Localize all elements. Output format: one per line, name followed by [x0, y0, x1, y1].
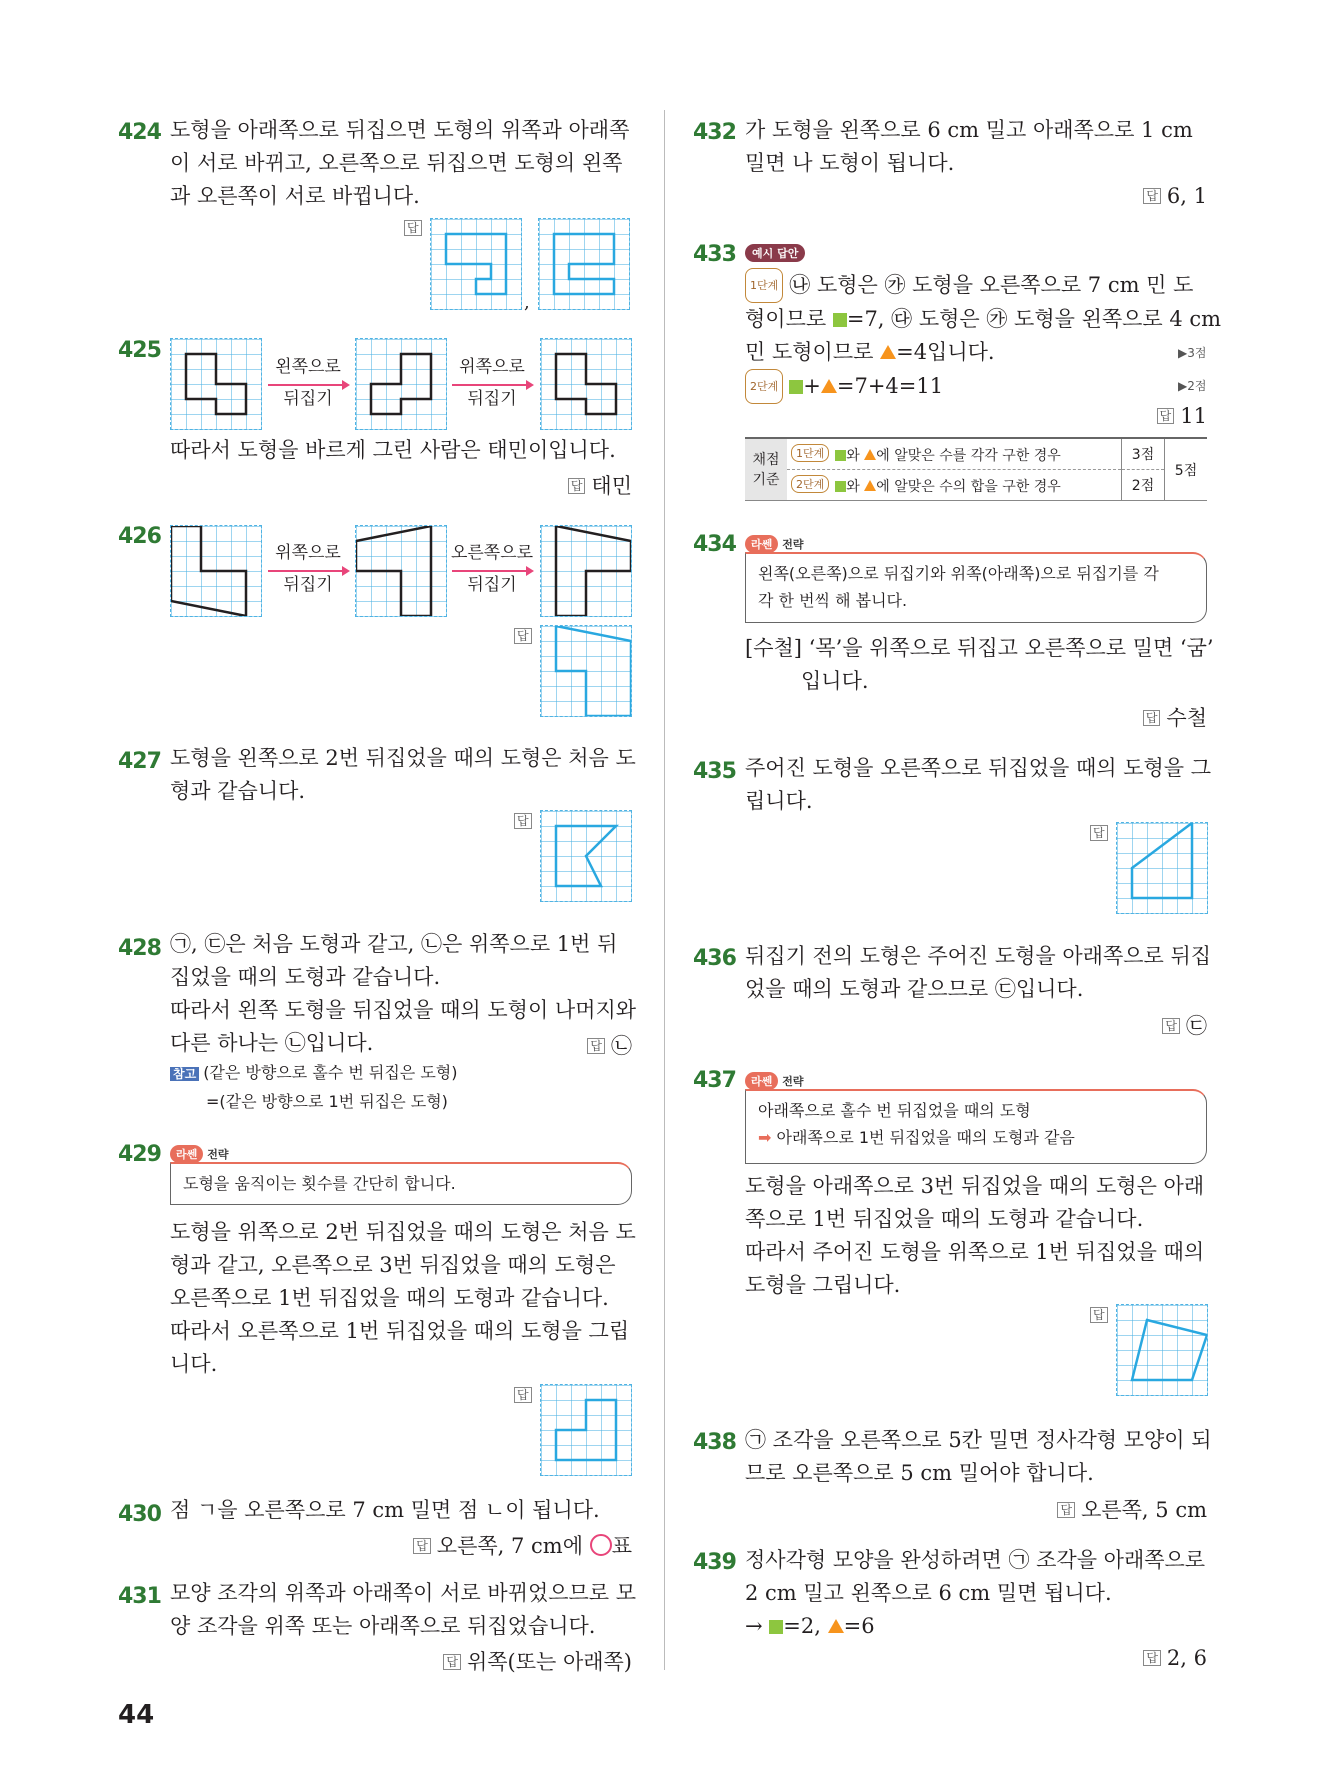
- text-line: 형과 같고, 오른쪽으로 3번 뒤집었을 때의 도형은: [170, 1253, 616, 1277]
- problem-text: 정사각형 모양을 완성하려면 ㉠ 조각을 아래쪽으로 2 cm 밀고 왼쪽으로 6 cm 밀면 됩니다. → =2, =6: [745, 1544, 1205, 1643]
- answer-marker: 답: [514, 813, 532, 829]
- problem-number: 428: [118, 936, 161, 961]
- answer-figure: [541, 626, 631, 716]
- text-line: 도형을 아래쪽으로 뒤집으면 도형의 위쪽과 아래쪽: [170, 118, 630, 142]
- problem-text: [745, 1424, 1212, 1490]
- text-line: ㉠ 조각을 오른쪽으로 5칸 밀면 정사각형 모양이 되: [745, 1428, 1212, 1452]
- answer-grid: [1116, 1304, 1208, 1396]
- answer-figure: [1117, 1305, 1207, 1395]
- scoring-row: 1단계 와 에 알맞은 수를 각각 구한 경우: [787, 438, 1122, 470]
- problem-number: 425: [118, 338, 161, 363]
- answer-grid: [540, 1384, 632, 1476]
- problem-text: 따라서 도형을 바르게 그린 사람은 태민이입니다.: [170, 438, 616, 462]
- text-line: 니다.: [170, 1352, 218, 1376]
- problem-text: [745, 632, 1214, 698]
- problem-number: 439: [693, 1550, 736, 1575]
- arrow-label: 오른쪽으로: [450, 543, 534, 563]
- strategy-box: [745, 1089, 1207, 1164]
- note: =(같은 방향으로 1번 뒤집은 도형): [206, 1092, 448, 1111]
- example-answer-tag: 예시 답안: [745, 242, 805, 262]
- text-line: 도형을 왼쪽으로 2번 뒤집었을 때의 도형은 처음 도: [170, 746, 636, 770]
- answer-figure: [1117, 823, 1207, 913]
- answer: 답 수철: [1143, 702, 1207, 732]
- text-line: 과 오른쪽이 서로 바뀝니다.: [170, 184, 420, 208]
- text-line: 모양 조각의 위쪽과 아래쪽이 서로 바뀌었으므로 모: [170, 1581, 637, 1605]
- figure-shape: [171, 526, 261, 616]
- figure-shape: [171, 339, 261, 429]
- problem-text: [170, 114, 629, 213]
- note: 참고 (같은 방향으로 홀수 번 뒤집은 도형): [170, 1059, 458, 1088]
- column-divider: [664, 110, 665, 1670]
- problem-text: [745, 752, 1211, 818]
- problem-number: 438: [693, 1430, 736, 1455]
- answer-marker: 답: [1162, 1018, 1180, 1034]
- answer: 답 오른쪽, 5 cm: [1057, 1494, 1207, 1524]
- arrow-label: 위쪽으로: [459, 357, 525, 377]
- answer-marker: 답: [1057, 1502, 1075, 1518]
- text-line: 밀면 나 도형이 됩니다.: [745, 151, 955, 175]
- answer: 답 태민: [568, 470, 632, 500]
- strategy-box: [170, 1162, 632, 1205]
- problem-text: [170, 1577, 636, 1643]
- scoring-table: [745, 437, 1207, 501]
- answer-marker: 답: [1143, 1650, 1161, 1666]
- answer-grid: [540, 810, 632, 902]
- step-badge: 2단계: [745, 369, 783, 404]
- problem-number: 435: [693, 759, 736, 784]
- answer-marker: 답: [1157, 408, 1175, 424]
- text-line: 다른 하나는 ㉡입니다.: [170, 1031, 374, 1055]
- triangle-icon: [880, 345, 896, 359]
- scoring-total: 5점: [1165, 438, 1208, 501]
- problem-number: 436: [693, 946, 736, 971]
- answer-figure: [541, 811, 631, 901]
- page-number: 44: [118, 1700, 155, 1730]
- text-line: 뒤집기 전의 도형은 주어진 도형을 아래쪽으로 뒤집: [745, 944, 1212, 968]
- problem-number: 430: [118, 1502, 161, 1527]
- answer-marker: 답: [413, 1538, 431, 1554]
- text-line: 도형을 아래쪽으로 3번 뒤집었을 때의 도형은 아래: [745, 1174, 1205, 1198]
- text-line: 따라서 왼쪽 도형을 뒤집었을 때의 도형이 나머지와: [170, 998, 637, 1022]
- answer: 답 ㉡: [587, 1030, 632, 1060]
- text-line: 오른쪽으로 1번 뒤집었을 때의 도형과 같습니다.: [170, 1286, 609, 1310]
- triangle-icon: [828, 1619, 844, 1633]
- answer-marker: 답: [568, 478, 586, 494]
- problem-text: [745, 940, 1211, 1006]
- answer-marker: 답: [514, 628, 532, 644]
- problem-text: [745, 1170, 1204, 1302]
- text-line: 따라서 주어진 도형을 위쪽으로 1번 뒤집었을 때의: [745, 1240, 1205, 1264]
- answer-grid: [540, 625, 632, 717]
- points: ▶2점: [1178, 379, 1207, 393]
- problem-number: 433: [693, 242, 736, 267]
- text-line: 었을 때의 도형과 같으므로 ㉢입니다.: [745, 977, 1084, 1001]
- problem-text: [170, 1216, 636, 1381]
- text-line: 쪽으로 1번 뒤집었을 때의 도형과 같습니다.: [745, 1207, 1144, 1231]
- answer-marker: 답: [1090, 825, 1108, 841]
- figure-grid: [170, 338, 262, 430]
- answer: 답 6, 1: [1143, 184, 1207, 208]
- strategy-box: [745, 552, 1207, 623]
- answer-marker: 답: [443, 1654, 461, 1670]
- points: ▶3점: [1178, 346, 1207, 360]
- answer: 답 11: [1157, 404, 1207, 428]
- arrow-label: 뒤집기: [467, 575, 517, 595]
- answer-marker: 답: [1090, 1307, 1108, 1323]
- text-line: ㉠, ㉢은 처음 도형과 같고, ㉡은 위쪽으로 1번 뒤: [170, 932, 618, 956]
- answer: 답 위쪽(또는 아래쪽): [443, 1646, 632, 1676]
- problem-number: 434: [693, 532, 736, 557]
- answer-marker: 답: [1143, 710, 1161, 726]
- strategy-tag: 라쎈 전략: [170, 1143, 229, 1163]
- strategy-text: 아래쪽으로 홀수 번 뒤집었을 때의 도형 ➡ 아래쪽으로 1번 뒤집었을 때의 도형과 같음: [758, 1101, 1075, 1147]
- problem-text: [170, 742, 636, 808]
- problem-text: 점 ㄱ을 오른쪽으로 7 cm 밀면 점 ㄴ이 됩니다.: [170, 1498, 600, 1522]
- problem-text: [745, 114, 1193, 180]
- text-line: 집었을 때의 도형과 같습니다.: [170, 965, 441, 989]
- strategy-tag: 라쎈 전략: [745, 533, 804, 553]
- scoring-header: 채점 기준: [745, 438, 787, 501]
- answer-marker: 답: [1143, 188, 1161, 204]
- text-line: 2 cm 밀고 왼쪽으로 6 cm 밀면 됩니다.: [745, 1581, 1112, 1605]
- figure-shape: [541, 339, 631, 429]
- answer-marker: 답: [514, 1387, 532, 1403]
- strategy-text: 왼쪽(오른쪽)으로 뒤집기와 위쪽(아래쪽)으로 뒤집기를 각 각 한 번씩 해 봅니다.: [758, 564, 1159, 610]
- problem-text: 1단계 ㉯ 도형은 ㉮ 도형을 오른쪽으로 7 cm 민 도 형이므로 =7, ㉰ 도형은 ㉮ 도형을 왼쪽으로 4 cm 민 도형이므로 =4입니다. 2단계 + =7+4=11: [745, 268, 1221, 404]
- figure-grid: [540, 338, 632, 430]
- answer-marker: 답: [404, 220, 422, 236]
- scoring-points: 2점: [1122, 470, 1165, 501]
- note-label: 참고: [170, 1067, 199, 1081]
- figure-grid: [355, 525, 447, 617]
- square-icon: [833, 313, 847, 327]
- arrow-label: 뒤집기: [283, 575, 333, 595]
- scoring-row: 2단계 와 에 알맞은 수의 합을 구한 경우: [787, 470, 1122, 501]
- text-line: 따라서 오른쪽으로 1번 뒤집었을 때의 도형을 그립: [170, 1319, 630, 1343]
- arrow-label: 뒤집기: [283, 389, 333, 409]
- answer-figure: [431, 219, 521, 309]
- text-line: 도형을 그립니다.: [745, 1273, 901, 1297]
- answer: 답 오른쪽, 7 cm에 표: [413, 1530, 632, 1560]
- arrow-label: 왼쪽으로: [275, 357, 341, 377]
- answer-grid: [538, 218, 630, 310]
- figure-grid: [170, 525, 262, 617]
- figure-grid: [540, 525, 632, 617]
- text-line: 립니다.: [745, 789, 813, 813]
- figure-grid: [355, 338, 447, 430]
- figure-shape: [541, 526, 631, 616]
- circle-icon: [590, 1534, 612, 1556]
- text-line: 형과 같습니다.: [170, 779, 306, 803]
- problem-text: [170, 928, 636, 1060]
- answer-figure: [541, 1385, 631, 1475]
- figure-shape: [356, 339, 446, 429]
- text-line: 도형을 위쪽으로 2번 뒤집었을 때의 도형은 처음 도: [170, 1220, 636, 1244]
- strategy-text: 도형을 움직이는 횟수를 간단히 합니다.: [183, 1174, 456, 1193]
- triangle-icon: [821, 379, 837, 393]
- text-line: 이 서로 바뀌고, 오른쪽으로 뒤집으면 도형의 왼쪽: [170, 151, 623, 175]
- text-line: 입니다.: [801, 669, 869, 693]
- text-line: 정사각형 모양을 완성하려면 ㉠ 조각을 아래쪽으로: [745, 1548, 1206, 1572]
- problem-number: 429: [118, 1142, 161, 1167]
- answer-marker: 답: [587, 1038, 605, 1054]
- square-icon: [789, 380, 803, 394]
- answer: 답 2, 6: [1143, 1646, 1207, 1670]
- problem-number: 431: [118, 1584, 161, 1609]
- arrow-label: 위쪽으로: [275, 543, 341, 563]
- text-line: 므로 오른쪽으로 5 cm 밀어야 합니다.: [745, 1461, 1094, 1485]
- text-line: 가 도형을 왼쪽으로 6 cm 밀고 아래쪽으로 1 cm: [745, 118, 1193, 142]
- square-icon: [769, 1620, 783, 1634]
- answer-grid: [430, 218, 522, 310]
- text-line: 주어진 도형을 오른쪽으로 뒤집었을 때의 도형을 그: [745, 756, 1212, 780]
- answer-figure: [539, 219, 629, 309]
- figure-shape: [356, 526, 446, 616]
- answer: 답 ㉢: [1162, 1010, 1207, 1040]
- strategy-tag: 라쎈 전략: [745, 1070, 804, 1090]
- problem-number: 437: [693, 1068, 736, 1093]
- scoring-points: 3점: [1122, 438, 1165, 470]
- text-line: [수철] ‘목’을 위쪽으로 뒤집고 오른쪽으로 밀면 ‘굼’: [745, 636, 1214, 660]
- answer-grid: [1116, 822, 1208, 914]
- arrow-label: 뒤집기: [467, 389, 517, 409]
- comma: ,: [524, 292, 530, 313]
- problem-number: 426: [118, 524, 161, 549]
- problem-number: 424: [118, 120, 161, 145]
- text-line: 양 조각을 위쪽 또는 아래쪽으로 뒤집었습니다.: [170, 1614, 596, 1638]
- problem-number: 432: [693, 120, 736, 145]
- problem-number: 427: [118, 749, 161, 774]
- step-badge: 1단계: [745, 268, 783, 303]
